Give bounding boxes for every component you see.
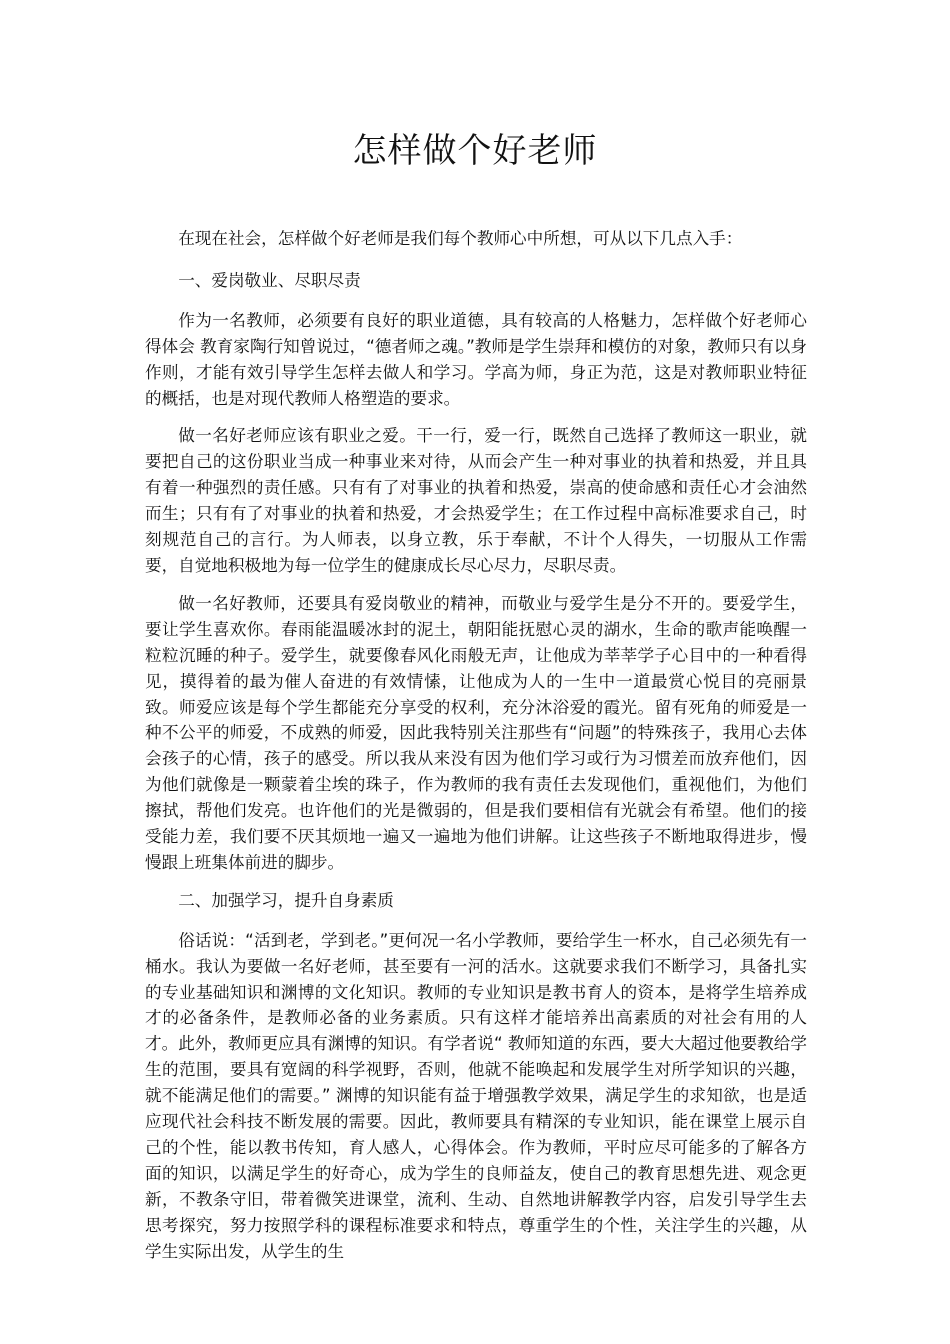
section-1-paragraph-3: 做一名好教师，还要具有爱岗敬业的精神，而敬业与爱学生是分不开的。要爱学生，要让学生喜欢你。春雨能温暖冰封的泥土，朝阳能抚慰心灵的湖水，生命的歌声能唤醒一粒粒沉睡的种子。爱学生，就要像春风化雨般无声，让他成为莘莘学子心目中的一种看得见，摸得着的最为催人奋进的有效情愫，让他成为人的一生中一道最赏心悦目的亮丽景致。师爱应该是每个学生都能充分享受的权利，充分沐浴爱的霞光。留有死角的师爱是一种不公平的师爱，不成熟的师爱，因此我特别关注那些有“问题”的特殊孩子，我用心去体会孩子的心情，孩子的感受。所以我从来没有因为他们学习或行为习惯差而放弃他们，因为他们就像是一颗蒙着尘埃的珠子，作为教师的我有责任去发现他们，重视他们，为他们擦拭，帮他们发亮。也许他们的光是微弱的，但是我们要相信有光就会有希望。他们的接受能力差，我们要不厌其烦地一遍又一遍地为他们讲解。让这些孩子不断地取得进步，慢慢跟上班集体前进的脚步。 — [145, 593, 807, 872]
section-1-paragraph-2: 做一名好老师应该有职业之爱。干一行，爱一行，既然自己选择了教师这一职业，就要把自己的这份职业当成一种事业来对待，从而会产生一种对事业的执着和热爱，并且具有着一种强烈的责任感。只有有了对事业的执着和热爱，崇高的使命感和责任心才会油然而生；只有有了对事业的执着和热爱，才会热爱学生；在工作过程中高标准要求自己，时刻规范自己的言行。为人师表，以身立教，乐于奉献，不计个人得失，一切服从工作需要，自觉地积极地为每一位学生的健康成长尽心尽力，尽职尽责。 — [145, 426, 807, 575]
document-title: 怎样做个好老师 — [352, 131, 598, 171]
intro-paragraph: 在现在社会，怎样做个好老师是我们每个教师心中所想，可从以下几点入手： — [178, 229, 743, 248]
section-2-heading: 二、加强学习，提升自身素质 — [178, 890, 394, 910]
section-1-heading: 一、爱岗敬业、尽职尽责 — [178, 270, 361, 290]
document-body — [145, 226, 807, 1265]
section-1-paragraph-1: 作为一名教师，必须要有良好的职业道德，具有较高的人格魅力，怎样做个好老师心得体会 教育家陶行知曾说过，“德者师之魂。”教师是学生崇拜和模仿的对象，教师只有以身作则，才能有效引导学生怎样去做人和学习。学高为师，身正为范，这是对教师职业特征的概括，也是对现代教师人格塑造的要求。 — [145, 310, 807, 408]
section-2-paragraph-1: 俗话说：“活到老，学到老。”更何况一名小学教师，要给学生一杯水，自己必须先有一桶水。我认为要做一名好老师，甚至要有一河的活水。这就要求我们不断学习，具备扎实的专业基础知识和渊博的文化知识。教师的专业知识是教书育人的资本，是将学生培养成才的必备条件，是教师必备的业务素质。只有这样才能培养出高素质的对社会有用的人才。此外，教师更应具有渊博的知识。有学者说“ 教师知道的东西，要大大超过他要教给学生的范围，要具有宽阔的科学视野，否则，他就不能唤起和发展学生对所学知识的兴趣，就不能满足他们的需要。” 渊博的知识能有益于增强教学效果，满足学生的求知欲，也是适应现代社会科技不断发展的需要。因此，教师要具有精深的专业知识，能在课堂上展示自己的个性，能以教书传知，育人感人，心得体会。作为教师，平时应尽可能多的了解各方面的知识，以满足学生的好奇心，成为学生的良师益友，使自己的教育思想先进、观念更新，不教条守旧，带着微笑进课堂，流利、生动、自然地讲解教学内容，启发引导学生去思考探究，努力按照学科的课程标准要求和特点，尊重学生的个性，关注学生的兴趣，从学生实际出发，从学生的生 — [145, 930, 807, 1261]
